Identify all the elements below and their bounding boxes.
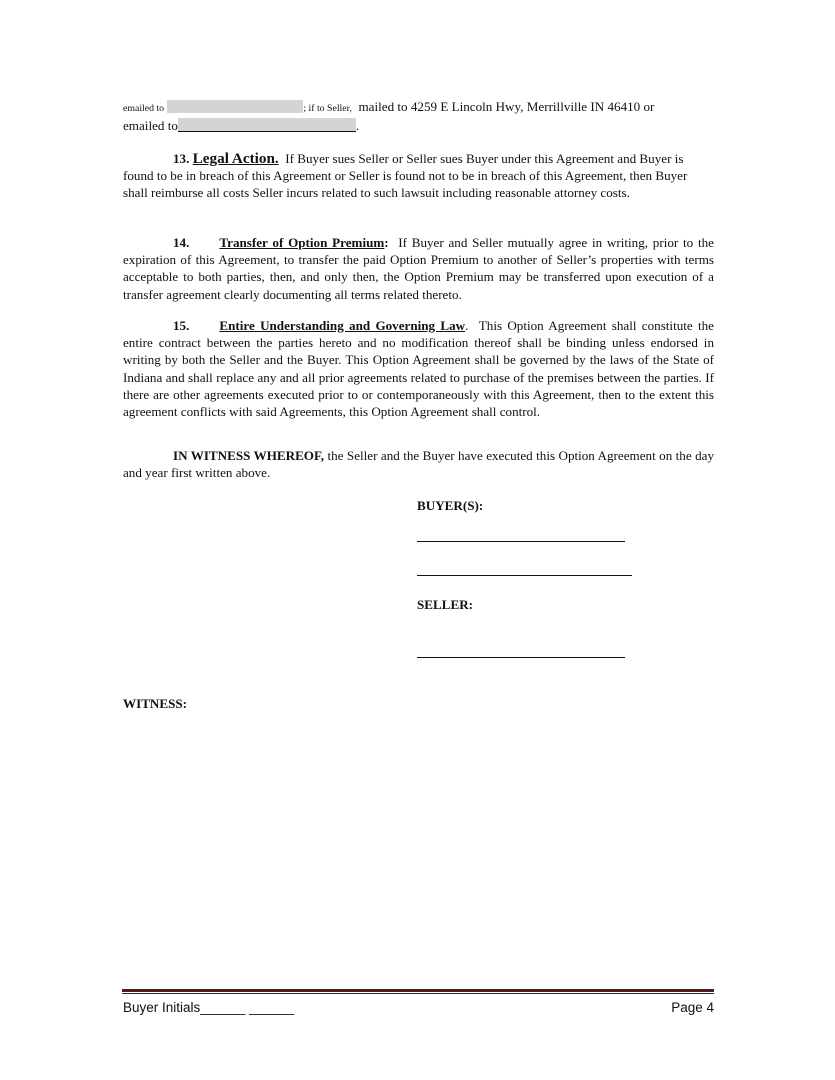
- section-13-heading: Legal Action.: [192, 150, 279, 167]
- witness-label: WITNESS:: [123, 696, 188, 711]
- section-15-text: This Option Agreement shall constitute the entire contract between the parties hereto and no modification thereof shall be binding unless endorsed in writing by both the Seller and the Buyer. This Option Agreement shall be governed by the laws of the State of Indiana and shall replace any and all prior agreements related to purchase of the premises between the parties. If there are other agreements executed prior to or contemporaneously with this Agreement, then to the extent this agreement conflicts with said Agreements, this Option Agreement shall control.: [123, 318, 714, 420]
- section-14-paragraph: [123, 234, 714, 303]
- witness-clause-text: the Seller and the Buyer have executed this Option Agreement on the day and year first written above.: [123, 448, 714, 481]
- section-15-number: 15.: [173, 318, 190, 333]
- buyer-initials: Buyer Initials______ ______: [123, 1000, 295, 1015]
- notice-emailed-to-label-2: emailed to: [123, 118, 178, 134]
- witness-clause-lead: IN WITNESS WHEREOF,: [173, 448, 325, 463]
- notice-emailed-to-label: emailed to: [123, 103, 165, 114]
- witness-clause-paragraph: [123, 447, 714, 481]
- section-13-number: 13.: [173, 151, 190, 166]
- buyers-label: BUYER(S):: [417, 498, 484, 513]
- footer-divider-thick: [122, 989, 714, 992]
- buyer-signature-line-2[interactable]: [417, 575, 632, 576]
- section-13-text: If Buyer sues Seller or Seller sues Buyer under this Agreement and Buyer is found to be in breach of this Agreement or Seller is found not to be in breach of this Agreement, then Buyer shall reimburse all costs Seller incurs related to such lawsuit including reasonable attorney costs.: [123, 151, 688, 201]
- section-14-text: If Buyer and Seller mutually agree in writing, prior to the expiration of this Agreement, to transfer the paid Option Premium to another of Seller’s properties with terms acceptable to both parties, then, and only then, the Option Premium may be transferred upon execution of a transfer agreement clearly documenting all terms related thereto.: [123, 235, 714, 302]
- buyer-signature-line-1[interactable]: [417, 541, 625, 542]
- section-13-paragraph: [123, 150, 714, 202]
- section-14-colon: :: [384, 235, 389, 250]
- page-number: Page 4: [671, 1000, 714, 1015]
- section-14-heading: Transfer of Option Premium: [219, 235, 385, 250]
- section-15-period: .: [465, 318, 469, 333]
- seller-email-blank[interactable]: [178, 118, 356, 132]
- notice-if-to-seller: ; if to Seller,: [303, 103, 352, 114]
- seller-mailing-address: mailed to 4259 E Lincoln Hwy, Merrillville IN 46410 or: [358, 99, 655, 114]
- notice-paragraph: [123, 98, 714, 134]
- section-15-heading: Entire Understanding and Governing Law: [219, 318, 466, 333]
- notice-period: .: [355, 118, 360, 134]
- buyer-email-blank[interactable]: [167, 100, 303, 113]
- section-14-number: 14.: [173, 235, 190, 250]
- section-15-paragraph: [123, 317, 714, 420]
- seller-label: SELLER:: [417, 597, 474, 612]
- seller-signature-line[interactable]: [417, 657, 625, 658]
- footer-divider-thin: [122, 993, 714, 994]
